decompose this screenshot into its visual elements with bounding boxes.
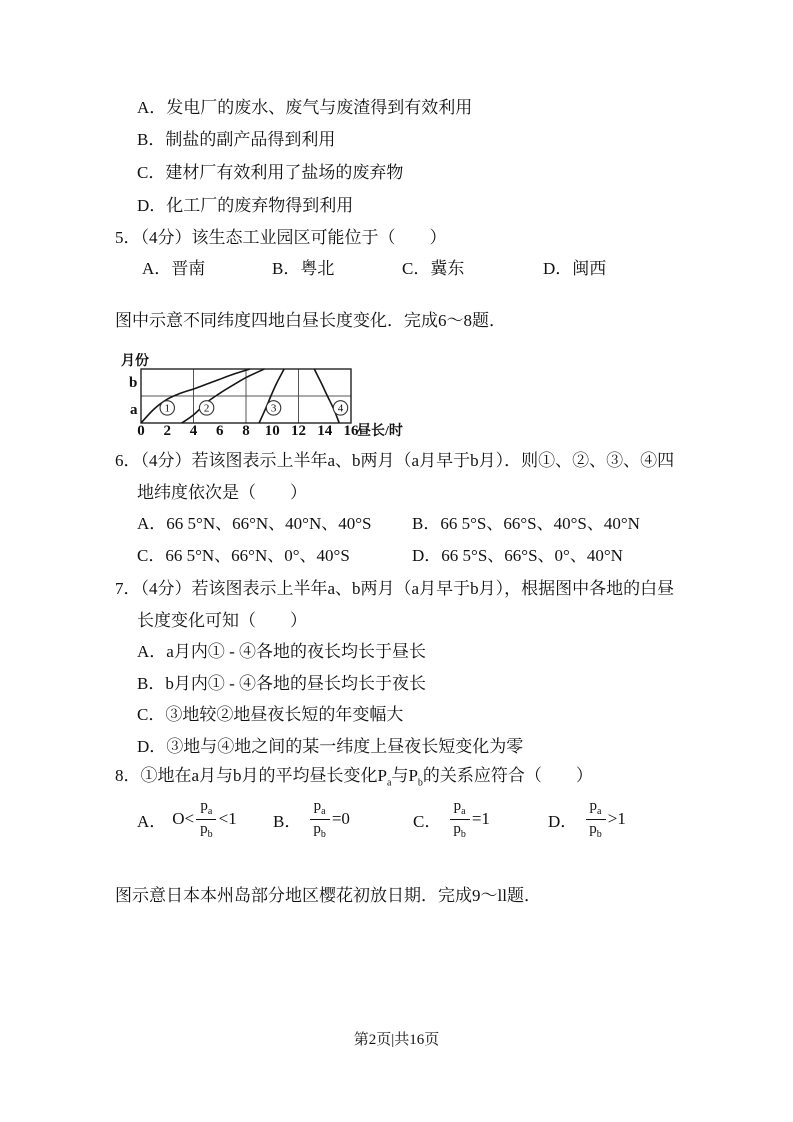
q8-option-d	[548, 798, 626, 840]
q8-option-b-label: B．	[273, 811, 302, 831]
fraction-numerator: $p_a$	[310, 798, 330, 820]
y-axis-title: 月份	[121, 354, 149, 369]
q4-option-a: A．发电厂的废水、废气与废渣得到有效利用	[137, 98, 473, 117]
q8-option-c	[413, 798, 490, 840]
q8-option-d-label: D．	[548, 811, 578, 831]
q8-option-c-fraction	[449, 798, 470, 840]
q8-stem-post: 的关系应符合（ ）	[422, 766, 593, 785]
q6-option-b: B．66 5°S、66°S、40°S、40°N	[412, 514, 640, 533]
q8-option-c-after: =1	[471, 809, 490, 828]
intro-questions-6-8: 图中示意不同纬度四地白昼长度变化．完成6～8题．	[115, 311, 506, 330]
page-number-footer: 第2页|共16页	[353, 1032, 440, 1048]
fraction-denominator: $p_b$	[313, 820, 326, 840]
fraction-numerator: $p_a$	[586, 798, 606, 820]
day-length-chart-svg	[120, 353, 440, 448]
series-label-digit-4: 4	[337, 402, 344, 415]
series-label-digit-1: 1	[164, 402, 170, 415]
q7-option-d: D．③地与④地之间的某一纬度上昼夜长短变化为零	[137, 737, 524, 756]
x-tick-2: 2	[163, 423, 171, 439]
fraction-denominator: $p_b$	[589, 820, 602, 840]
q6-option-d: D．66 5°S、66°S、0°、40°N	[412, 546, 623, 565]
q5-option-b: B．粤北	[272, 259, 335, 278]
q8-option-b-after: =0	[331, 809, 350, 828]
q7-option-a: A．a月内① - ④各地的夜长均长于昼长	[137, 642, 426, 661]
q7-stem-line1: 7．（4分）若该图表示上半年a、b两月（a月早于b月），根据图中各地的白昼	[115, 579, 675, 598]
q6-option-a: A．66 5°N、66°N、40°N、40°S	[137, 514, 372, 533]
intro-questions-9-11: 图示意日本本州岛部分地区樱花初放日期．完成9～ll题．	[115, 886, 541, 905]
q7-stem-line2: 长度变化可知（ ）	[137, 611, 307, 630]
x-tick-0: 0	[137, 423, 145, 439]
series-label-digit-2: 2	[203, 402, 210, 415]
y-tick-a: a	[130, 402, 138, 418]
q8-option-c-label: C．	[413, 811, 442, 831]
q5-stem: 5．（4分）该生态工业园区可能位于（ ）	[115, 228, 447, 247]
q8-option-a-label: A．	[137, 811, 167, 831]
q7-option-b: B．b月内① - ④各地的昼长均长于夜长	[137, 674, 426, 693]
q8-stem-pre: 8．①地在a月与b月的平均昼长变化P	[115, 766, 387, 785]
fraction-numerator: $p_a$	[450, 798, 470, 820]
q8-option-a-before: O<	[172, 809, 195, 828]
q8-option-a	[137, 798, 237, 840]
x-axis-title: 昼长/时	[357, 424, 403, 439]
q6-stem-line2: 地纬度依次是（ ）	[137, 483, 307, 502]
x-tick-6: 6	[216, 423, 224, 439]
fraction-denominator: $p_b$	[200, 820, 213, 840]
x-tick-8: 8	[242, 423, 250, 439]
q8-option-a-fraction	[196, 798, 217, 840]
q8-stem	[115, 766, 593, 793]
q8-option-b-fraction	[309, 798, 330, 840]
q8-stem-sub-a: a	[387, 777, 392, 789]
x-tick-12: 12	[291, 423, 306, 439]
x-tick-14: 14	[317, 423, 333, 439]
x-tick-16: 16	[343, 423, 359, 439]
q5-option-c: C．冀东	[402, 259, 465, 278]
x-tick-10: 10	[264, 423, 280, 439]
series-label-digit-3: 3	[270, 402, 277, 415]
q8-stem-mid: 与P	[391, 766, 418, 785]
q5-option-a: A．晋南	[142, 259, 206, 278]
x-tick-4: 4	[189, 423, 198, 439]
y-tick-b: b	[129, 375, 138, 391]
q4-option-b: B．制盐的副产品得到利用	[137, 130, 336, 149]
q8-stem-sub-b: b	[417, 777, 423, 789]
day-length-chart	[120, 353, 440, 448]
fraction-numerator: $p_a$	[196, 798, 216, 820]
fraction-denominator: $p_b$	[453, 820, 466, 840]
q6-option-c: C．66 5°N、66°N、0°、40°S	[137, 546, 350, 565]
q4-option-c: C．建材厂有效利用了盐场的废弃物	[137, 163, 404, 182]
q8-option-b	[273, 798, 350, 840]
q6-stem-line1: 6．（4分）若该图表示上半年a、b两月（a月早于b月）．则①、②、③、④四	[115, 451, 675, 470]
q5-option-d: D．闽西	[543, 259, 607, 278]
q4-option-d: D．化工厂的废弃物得到利用	[137, 196, 354, 215]
q7-option-c: C．③地较②地昼夜长短的年变幅大	[137, 705, 404, 724]
q8-option-a-after: <1	[218, 809, 237, 828]
q8-option-d-after: >1	[607, 809, 626, 828]
q8-option-d-fraction	[585, 798, 606, 840]
